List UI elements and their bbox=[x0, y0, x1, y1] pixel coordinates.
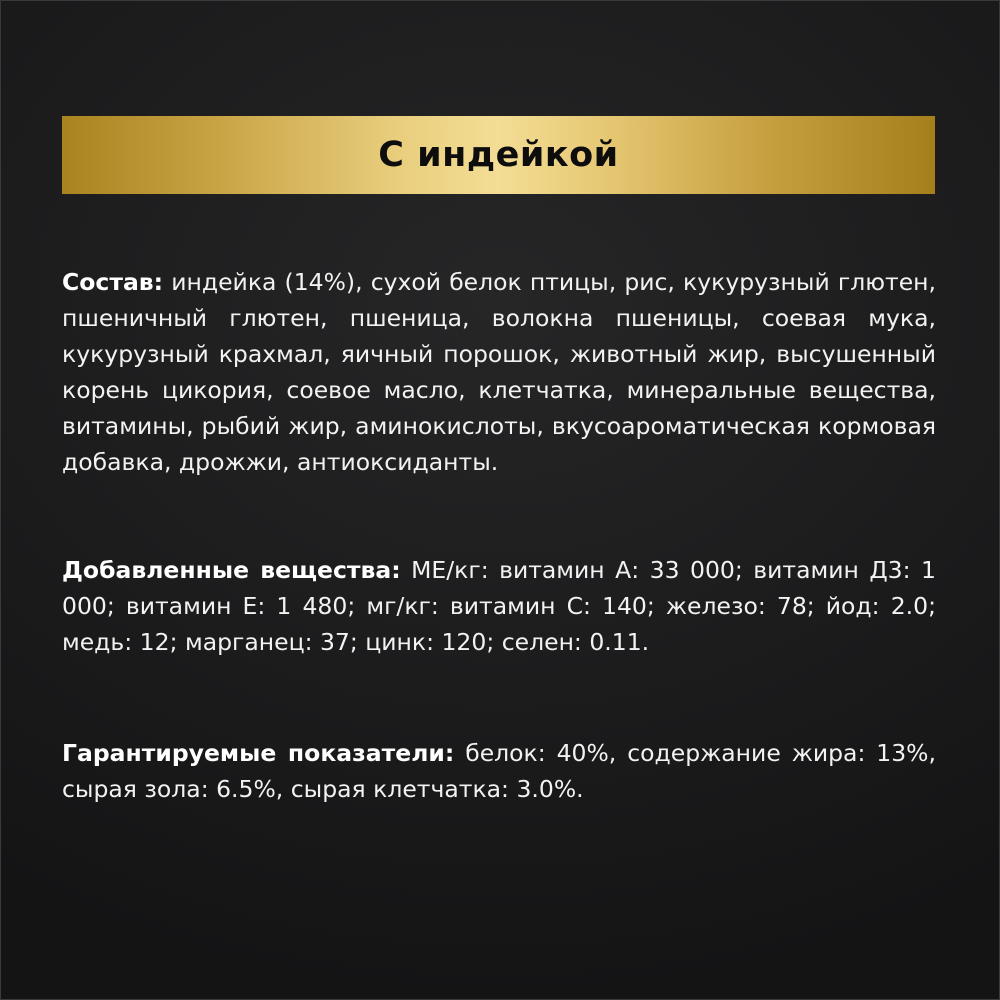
title-banner bbox=[62, 116, 935, 194]
additives-section bbox=[62, 552, 936, 660]
composition-label: Состав: bbox=[62, 268, 164, 296]
guaranteed-section bbox=[62, 735, 936, 807]
composition-section bbox=[62, 264, 936, 480]
product-title: С индейкой bbox=[378, 135, 619, 175]
additives-label: Добавленные вещества: bbox=[62, 556, 401, 584]
guaranteed-text: белок: 40%, содержание жира: 13%, сырая зола: 6.5%, сырая клетчатка: 3.0%. bbox=[62, 739, 936, 803]
composition-text: индейка (14%), сухой белок птицы, рис, кукурузный глютен, пшеничный глютен, пшеница, волокна пшеницы, соевая мука, кукурузный крахмал, яичный порошок, животный жир, высушенный корень цикория, соевое масло, клетчатка, минеральные вещества, витамины, рыбий жир, аминокислоты, вкусоароматическая кормовая добавка, дрожжи, антиоксиданты. bbox=[62, 268, 936, 476]
guaranteed-label: Гарантируемые показатели: bbox=[62, 739, 455, 767]
additives-text: МЕ/кг: витамин А: 33 000; витамин Д3: 1 000; витамин Е: 1 480; мг/кг: витамин С: 140; железо: 78; йод: 2.0; медь: 12; марганец: 37; цинк: 120; селен: 0.11. bbox=[62, 556, 936, 656]
